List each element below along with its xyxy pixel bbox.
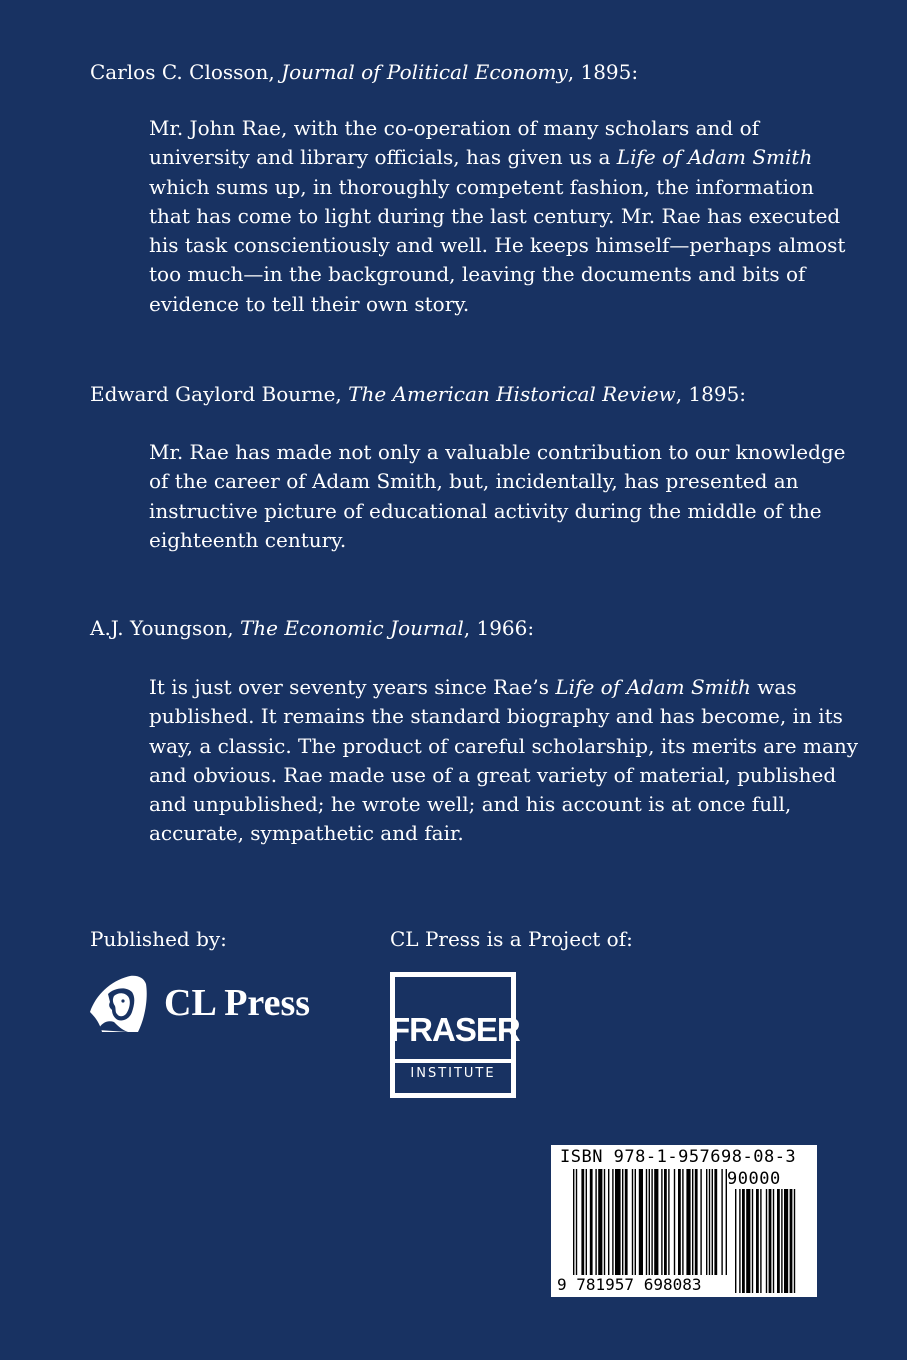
barcode-bar xyxy=(604,1169,605,1275)
barcode-bar xyxy=(651,1169,652,1275)
barcode-addon-bar xyxy=(739,1189,740,1293)
quote-line: published. It remains the standard biography and has become, in its xyxy=(149,704,843,729)
quote-line: Mr. Rae has made not only a valuable contribution to our knowledge xyxy=(149,440,846,464)
review-2-attribution xyxy=(90,380,746,409)
barcode-bar xyxy=(714,1169,717,1275)
review-3-year: , 1966: xyxy=(463,616,535,640)
review-1-attribution xyxy=(90,58,638,87)
cl-press-wordmark: CL Press xyxy=(164,982,311,1024)
barcode-addon-bar xyxy=(777,1189,780,1293)
quote-line: accurate, sympathetic and fair. xyxy=(149,821,464,846)
barcode-addon-bar xyxy=(794,1189,795,1293)
quote-line: and obvious. Rae made use of a great variety of material, published xyxy=(149,762,837,787)
quote-line: of the career of Adam Smith, but, incidentally, has presented an xyxy=(149,469,799,494)
barcode-bar xyxy=(664,1169,667,1275)
barcode-bar xyxy=(646,1169,647,1275)
barcode-bar xyxy=(678,1169,681,1275)
barcode-addon-bar xyxy=(790,1189,793,1293)
barcode-bar xyxy=(700,1169,701,1275)
barcode-addon-bar xyxy=(769,1189,772,1293)
review-3-author: A.J. Youngson, xyxy=(90,616,240,640)
quote-line: university and library officials, has given us a Life of Adam Smith xyxy=(149,145,813,170)
barcode-bar xyxy=(661,1169,662,1275)
barcode-bar xyxy=(581,1169,584,1275)
quote-line: Mr. John Rae, with the co-operation of many scholars and of xyxy=(149,116,760,140)
fraser-logo-rule xyxy=(395,1059,511,1063)
barcode-bar xyxy=(632,1169,633,1275)
adam-smith-profile-icon xyxy=(88,972,150,1036)
barcode-bar xyxy=(615,1169,621,1275)
fraser-institute-logo xyxy=(390,972,520,1098)
quote-line: instructive picture of educational activity during the middle of the xyxy=(149,498,822,523)
barcode-bar xyxy=(721,1169,722,1275)
quote-line: that has come to light during the last century. Mr. Rae has executed xyxy=(149,203,841,228)
barcode-bar xyxy=(674,1169,675,1275)
review-3-source: The Economic Journal xyxy=(239,616,464,640)
review-1-year: , 1895: xyxy=(567,60,639,84)
barcode-digits: 9 781957 698083 xyxy=(557,1275,702,1294)
barcode-bar xyxy=(595,1169,596,1275)
barcode-addon-bar xyxy=(760,1189,761,1293)
barcode-addon-bar xyxy=(773,1189,774,1293)
review-1-quote xyxy=(149,114,846,319)
barcode-bar xyxy=(612,1169,613,1275)
quote-line: too much—in the background, leaving the documents and bits of xyxy=(149,262,806,287)
barcode-bar xyxy=(709,1169,710,1275)
review-2-author: Edward Gaylord Bourne, xyxy=(90,382,349,406)
barcode-bar xyxy=(686,1169,690,1275)
published-by-label: Published by: xyxy=(90,927,227,951)
barcode-addon-bar xyxy=(756,1189,759,1293)
price-code: 90000 xyxy=(727,1169,781,1189)
review-2-year: , 1895: xyxy=(675,382,747,406)
review-2-quote xyxy=(149,438,846,555)
barcode-bar xyxy=(668,1169,669,1275)
barcode-bar xyxy=(654,1169,658,1275)
review-2-source: The American Historical Review xyxy=(348,382,676,406)
barcode-bar xyxy=(706,1169,707,1275)
quote-line: way, a classic. The product of careful scholarship, its merits are many xyxy=(149,733,859,758)
review-3-quote xyxy=(149,673,859,849)
barcode-bar xyxy=(590,1169,593,1275)
barcode-addon-bar xyxy=(781,1189,782,1293)
cl-press-logo xyxy=(88,970,328,1040)
barcode-bar xyxy=(586,1169,587,1275)
barcode-addon-bar xyxy=(735,1189,736,1293)
barcode-addon-bar xyxy=(742,1189,745,1293)
quote-line: eighteenth century. xyxy=(149,527,347,552)
barcode-bar xyxy=(726,1169,727,1275)
barcode-addon-bar xyxy=(766,1189,767,1293)
barcode-bar xyxy=(692,1169,693,1275)
quote-line: evidence to tell their own story. xyxy=(149,291,470,316)
isbn-label: ISBN 978-1-957698-08-3 xyxy=(560,1147,797,1167)
barcode-bar xyxy=(622,1169,623,1275)
barcode-addon-bar xyxy=(752,1189,753,1293)
barcode-bar xyxy=(573,1169,574,1275)
fraser-logo-word: FRASER xyxy=(390,1011,520,1048)
quote-line: It is just over seventy years since Rae’s Life of Adam Smith was xyxy=(149,675,797,699)
quote-line: his task conscientiously and well. He keeps himself—perhaps almost xyxy=(149,233,846,258)
barcode-addon-bar xyxy=(784,1189,788,1293)
institute-logo-word: INSTITUTE xyxy=(410,1066,496,1081)
barcode-addon-bar xyxy=(746,1189,750,1293)
isbn-barcode xyxy=(551,1145,817,1297)
review-1-source: Journal of Political Economy xyxy=(281,60,568,84)
barcode-bar xyxy=(639,1169,643,1275)
barcode-bar xyxy=(625,1169,628,1275)
barcode-bar xyxy=(695,1169,698,1275)
quote-line: which sums up, in thoroughly competent fashion, the information xyxy=(149,174,814,199)
review-3-attribution xyxy=(90,614,534,643)
barcode-bar xyxy=(635,1169,636,1275)
barcode-bar xyxy=(682,1169,683,1275)
barcode-bar xyxy=(608,1169,609,1275)
barcode-bar xyxy=(576,1169,577,1275)
quote-line: and unpublished; he wrote well; and his account is at once full, xyxy=(149,792,792,817)
review-1-author: Carlos C. Closson, xyxy=(90,60,282,84)
barcode-bar xyxy=(712,1169,713,1275)
barcode-bar xyxy=(598,1169,602,1275)
project-of-label: CL Press is a Project of: xyxy=(390,927,633,951)
barcode-bar xyxy=(649,1169,650,1275)
